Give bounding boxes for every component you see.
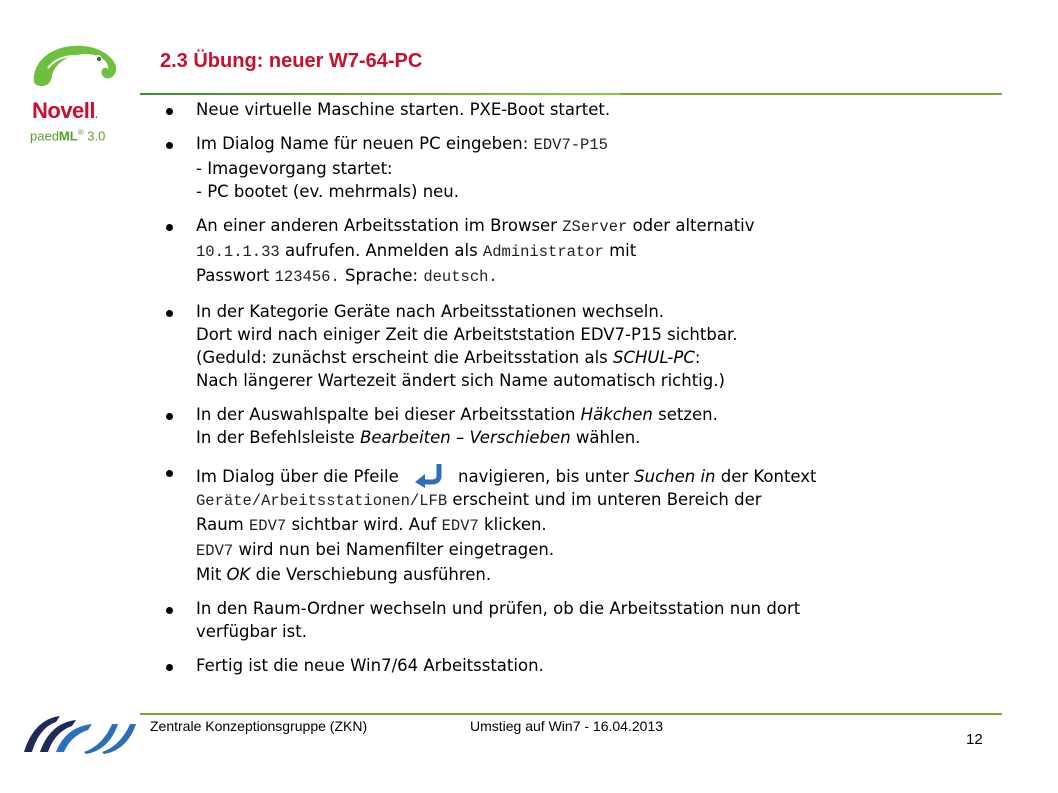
list-item: Neue virtuelle Maschine starten. PXE-Boot startet. — [162, 98, 922, 121]
list-item: An einer anderen Arbeitsstation im Browser ZServer oder alternativ 10.1.1.33 aufrufen. Anmelden als Administrator mit Passwort 123456. Sprache: deutsch. — [162, 214, 922, 289]
page-number: 12 — [966, 731, 983, 748]
list-item: In den Raum-Ordner wechseln und prüfen, ob die Arbeitsstation nun dort verfügbar ist. — [162, 597, 922, 643]
footer-divider — [140, 713, 1002, 715]
footer-topic-date: Umstieg auf Win7 - 16.04.2013 — [470, 718, 663, 734]
bullet-list — [162, 98, 922, 688]
footer-organization: Zentrale Konzeptionsgruppe (ZKN) — [150, 718, 368, 734]
zkn-logo-icon — [22, 712, 140, 754]
chameleon-logo-icon — [28, 38, 123, 92]
list-item: In der Auswahlspalte bei dieser Arbeitsstation Häkchen setzen. In der Befehlsleiste Bearbeiten – Verschieben wählen. — [162, 403, 922, 449]
list-item: Im Dialog Name für neuen PC eingeben: EDV7-P15 - Imagevorgang startet: - PC bootet (ev. mehrmals) neu. — [162, 132, 922, 203]
novell-logo: Novell. — [32, 98, 98, 123]
list-item: In der Kategorie Geräte nach Arbeitsstationen wechseln. Dort wird nach einiger Zeit die Arbeitststation EDV7-P15 sichtbar. (Geduld: zunächst erscheint die Arbeitsstation als SCHUL-PC: Nach längerer Wartezeit ändert sich Name automatisch richtig.) — [162, 300, 922, 392]
paedml-logo: paedML® 3.0 — [30, 128, 106, 144]
list-item: Im Dialog über die Pfeile navigieren, bis unter Suchen in der Kontext Geräte/Arbeitsstationen/LFB erscheint und im unteren Bereich der Raum EDV7 sichtbar wird. Auf EDV7 klicken. EDV7 wird nun bei Namenfilter eingetragen. Mit OK die Verschiebung ausführen. — [162, 460, 922, 586]
page-title: 2.3 Übung: neuer W7-64-PC — [160, 50, 423, 72]
header-divider — [140, 93, 1002, 95]
list-item: Fertig ist die neue Win7/64 Arbeitsstation. — [162, 654, 922, 677]
navigate-up-arrow-icon — [409, 460, 449, 488]
